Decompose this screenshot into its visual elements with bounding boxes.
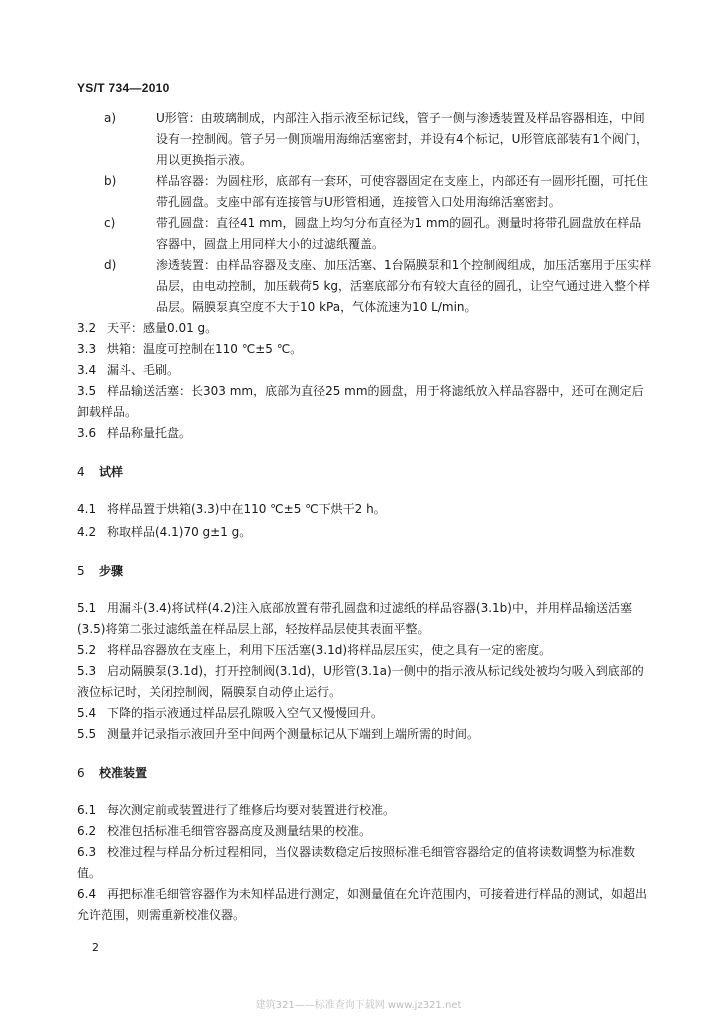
list-5 (77, 598, 653, 745)
clause-text: 样品输送活塞：长303 mm，底部为直径25 mm的圆盘，用于将滤纸放入样品容器中，还可在测定后卸载样品。 (77, 384, 644, 419)
clause-number: 3.6 (77, 426, 97, 440)
list-6 (77, 800, 653, 926)
section-4-number: 4 (77, 465, 85, 479)
clause-text: 校准过程与样品分析过程相同，当仪器读数稳定后按照标准毛细管容器给定的值将读数调整为标准数值。 (77, 845, 636, 880)
clause-text: 再把标准毛细管容器作为未知样品进行测定，如测量值在允许范围内，可接着进行样品的测试，如超出允许范围，则需重新校准仪器。 (77, 887, 648, 922)
clause-5-4 (77, 703, 653, 724)
section-6-number: 6 (77, 766, 85, 780)
sub-item-label: b) (104, 174, 117, 188)
clause-text: 将样品容器放在支座上，利用下压活塞(3.1d)将样品层压实，使之具有一定的密度。 (107, 643, 552, 657)
sub-item-text: 带孔圆盘：直径41 mm，圆盘上均匀分布直径为1 mm的圆孔。测量时将带孔圆盘放在样品容器中，圆盘上用同样大小的过滤纸覆盖。 (156, 216, 642, 251)
sub-item-label: a) (104, 111, 117, 125)
clause-5-1 (77, 598, 653, 640)
clause-number: 5.3 (77, 664, 97, 678)
sub-item-text: 样品容器：为圆柱形，底部有一套环，可使容器固定在支座上，内部还有一圆形托圈，可托住带孔圆盘。支座中部有连接管与U形管相通，连接管入口处用海绵活塞密封。 (156, 174, 649, 209)
sub-item (77, 108, 653, 171)
clause-number: 3.5 (77, 384, 97, 398)
standard-code-header: YS/T 734—2010 (77, 81, 170, 95)
clause-text: 校准包括标准毛细管容器高度及测量结果的校准。 (107, 824, 372, 838)
clause-text: 测量并记录指示液回升至中间两个测量标记从下端到上端所需的时间。 (107, 727, 480, 741)
watermark-footer: 建筑321——标准查询下载网 www.jz321.net (255, 1000, 462, 1011)
clause-text: 天平：感量0.01 g。 (107, 321, 218, 335)
clause-number: 4.2 (77, 525, 97, 539)
clause-text: 下降的指示液通过样品层孔隙吸入空气又慢慢回升。 (107, 706, 384, 720)
list-3 (77, 318, 653, 444)
sub-item-label: c) (104, 216, 116, 230)
clause-number: 6.2 (77, 824, 97, 838)
section-4-title: 试样 (99, 465, 124, 479)
sub-item (77, 213, 653, 255)
clause-number: 6.3 (77, 845, 97, 859)
clause-number: 5.5 (77, 727, 97, 741)
clause-text: 称取样品(4.1)70 g±1 g。 (107, 525, 252, 539)
clause-text: 将样品置于烘箱(3.3)中在110 ℃±5 ℃下烘干2 h。 (107, 502, 386, 516)
sub-item-text: 渗透装置：由样品容器及支座、加压活塞、1台隔膜泵和1个控制阀组成，加压活塞用于压实样品层，由电动控制，加压载荷5 kg，活塞底部分布有较大直径的圆孔，让空气通过进入整个样品层。隔膜泵真空度不大于10 kPa，气体流速为10 L/min。 (156, 258, 652, 314)
clause-5-3 (77, 661, 653, 703)
clause-text: 漏斗、毛刷。 (107, 363, 180, 377)
clause-number: 5.2 (77, 643, 97, 657)
clause-text: 用漏斗(3.4)将试样(4.2)注入底部放置有带孔圆盘和过滤纸的样品容器(3.1b)中，并用样品输送活塞(3.5)将第二张过滤纸盖在样品层上部，轻按样品层使其表面平整。 (77, 601, 632, 636)
clause-5-2 (77, 640, 653, 661)
clause-4-2 (77, 522, 653, 543)
clause-number: 4.1 (77, 502, 97, 516)
sub-item (77, 255, 653, 318)
clause-number: 3.4 (77, 363, 97, 377)
section-4-heading (77, 462, 653, 483)
clause-number: 6.4 (77, 887, 97, 901)
sub-item (77, 171, 653, 213)
section-5-title: 步骤 (99, 564, 124, 578)
sub-item-text: U形管：由玻璃制成，内部注入指示液至标记线，管子一侧与渗透装置及样品容器相连，中间设有一控制阀。管子另一侧顶端用海绵活塞密封，并设有4个标记，U形管底部装有1个阀门，用以更换指示液。 (156, 111, 649, 167)
clause-6-2 (77, 821, 653, 842)
clause-text: 烘箱：温度可控制在110 ℃±5 ℃。 (107, 342, 303, 356)
clause-4-1 (77, 499, 653, 520)
clause-6-3 (77, 842, 653, 884)
section-5-heading (77, 561, 653, 582)
clause-number: 3.3 (77, 342, 97, 356)
section-6-heading (77, 763, 653, 784)
list-4 (77, 499, 653, 543)
clause-number: 5.4 (77, 706, 97, 720)
clause-3-4 (77, 360, 653, 381)
clause-text: 启动隔膜泵(3.1d)，打开控制阀(3.1d)，U形管(3.1a)一侧中的指示液从标记线处被均匀吸入到底部的液位标记时，关闭控制阀，隔膜泵自动停止运行。 (77, 664, 644, 699)
section-6-title: 校准装置 (99, 766, 148, 780)
section-5-number: 5 (77, 564, 85, 578)
clause-number: 3.2 (77, 321, 97, 335)
clause-text: 每次测定前或装置进行了维修后均要对装置进行校准。 (107, 803, 396, 817)
clause-3-5 (77, 381, 653, 423)
clause-6-4 (77, 884, 653, 926)
clause-5-5 (77, 724, 653, 745)
sub-item-label: d) (104, 258, 117, 272)
clause-6-1 (77, 800, 653, 821)
clause-number: 5.1 (77, 601, 97, 615)
page-number: 2 (92, 941, 99, 954)
list-3-1 (77, 108, 653, 318)
document-body (77, 108, 653, 926)
clause-3-3 (77, 339, 653, 360)
clause-number: 6.1 (77, 803, 97, 817)
clause-text: 样品称量托盘。 (107, 426, 192, 440)
clause-3-2 (77, 318, 653, 339)
clause-3-6 (77, 423, 653, 444)
